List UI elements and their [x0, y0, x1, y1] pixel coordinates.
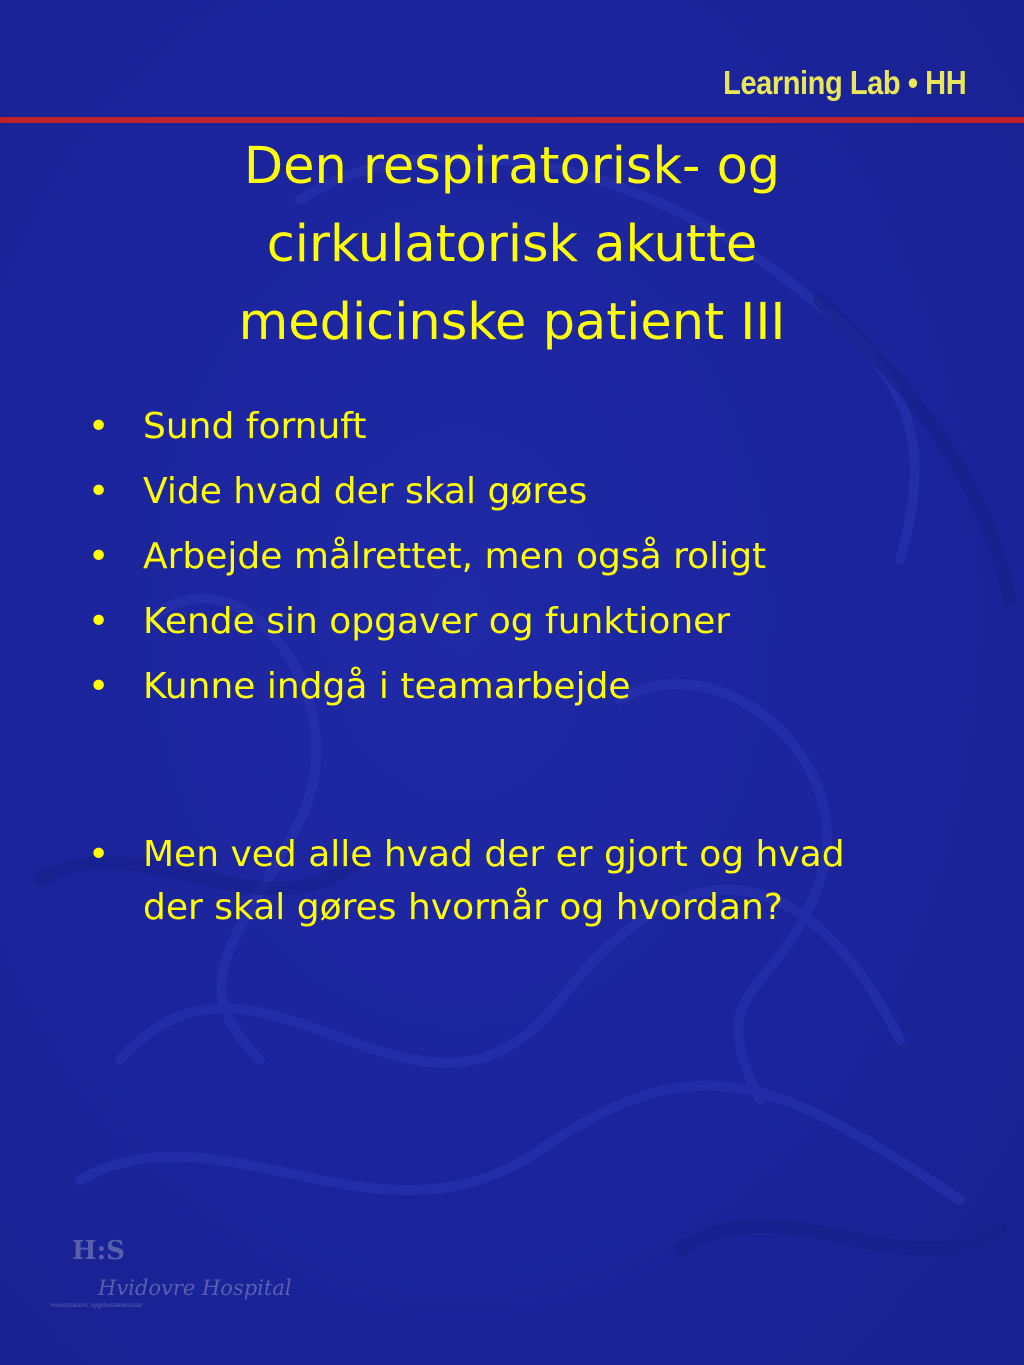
closing-bullet-line: der skal gøres hvornår og hvordan?	[143, 887, 783, 928]
slide-title	[0, 128, 1024, 362]
closing-bullet-line: • Men ved alle hvad der er gjort og hvad	[143, 834, 845, 875]
header-divider	[0, 117, 1024, 123]
brand-label: Learning Lab • HH	[722, 64, 966, 101]
bullet-item: • Kende sin opgaver og funktioner	[88, 595, 968, 648]
closing-bullet-item	[88, 828, 968, 934]
bullet-item: • Kunne indgå i teamarbejde	[88, 660, 968, 713]
slide-title-line: medicinske patient III	[238, 293, 786, 352]
bullet-list	[88, 400, 968, 946]
bullet-item: • Arbejde målrettet, men også roligt	[88, 530, 968, 583]
logo-subtitle: Hovedstadens Sygehusfællesskab	[50, 1303, 143, 1309]
hospital-logo	[50, 1228, 292, 1313]
slide-title-line: cirkulatorisk akutte	[266, 215, 758, 274]
slide-title-line: Den respiratorisk- og	[243, 137, 781, 196]
logo-mark: H:S	[72, 1236, 125, 1266]
bullet-item: • Vide hvad der skal gøres	[88, 465, 968, 518]
logo-hospital-name: Hvidovre Hospital	[98, 1276, 292, 1300]
bullet-item: • Sund fornuft	[88, 400, 968, 453]
